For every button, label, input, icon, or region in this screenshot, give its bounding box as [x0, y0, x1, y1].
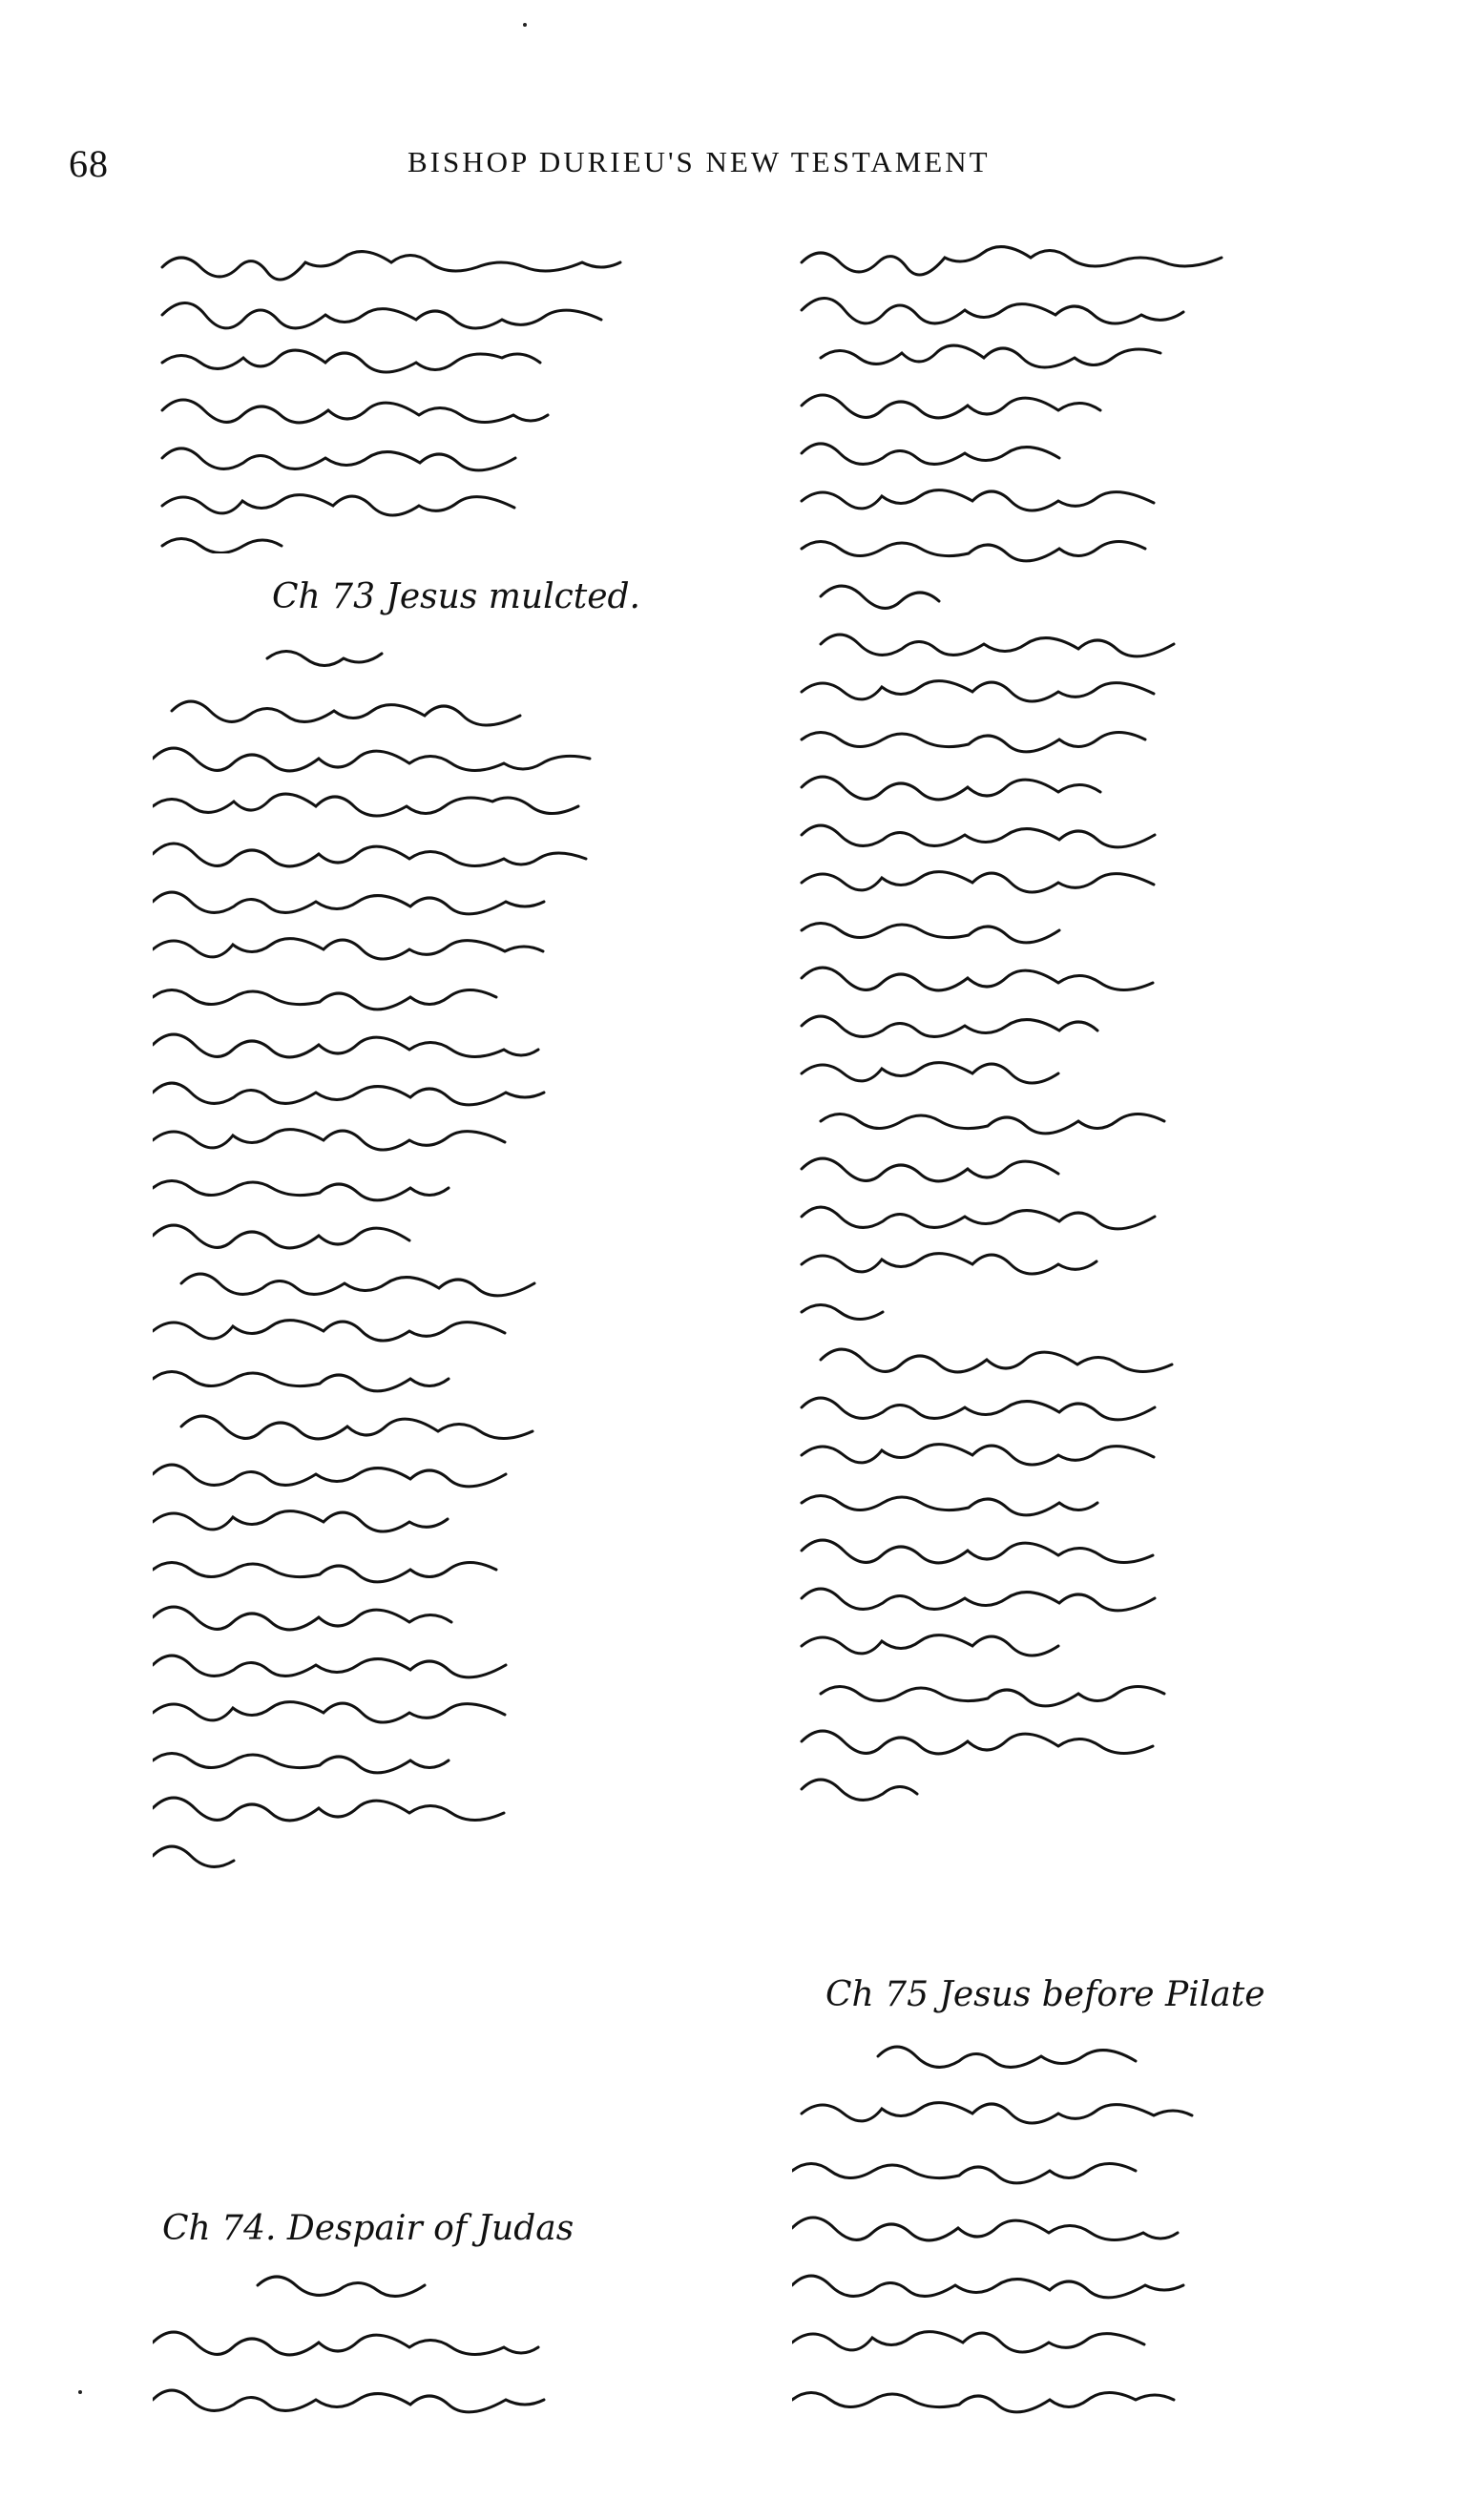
page-header [69, 141, 1138, 185]
shorthand-block-ch73 [153, 639, 763, 1927]
shorthand-block-ch75 [792, 2032, 1403, 2443]
running-title: BISHOP DURIEU'S NEW TESTAMENT [407, 145, 991, 178]
chapter-73-heading: Ch 73 Jesus mulcted. [272, 577, 640, 616]
chapter-74-heading: Ch 74. Despair of Judas [162, 2209, 574, 2248]
page-speck [523, 23, 527, 27]
right-column [792, 239, 1403, 2014]
page-speck [78, 2390, 82, 2394]
shorthand-block-ch74 [153, 2261, 763, 2433]
page-number: 68 [69, 142, 109, 185]
shorthand-block-top-left [153, 239, 763, 553]
left-column [153, 239, 763, 2248]
shorthand-block-ch74-continued [792, 239, 1403, 1937]
chapter-75-heading: Ch 75 Jesus before Pilate [825, 1975, 1265, 2014]
